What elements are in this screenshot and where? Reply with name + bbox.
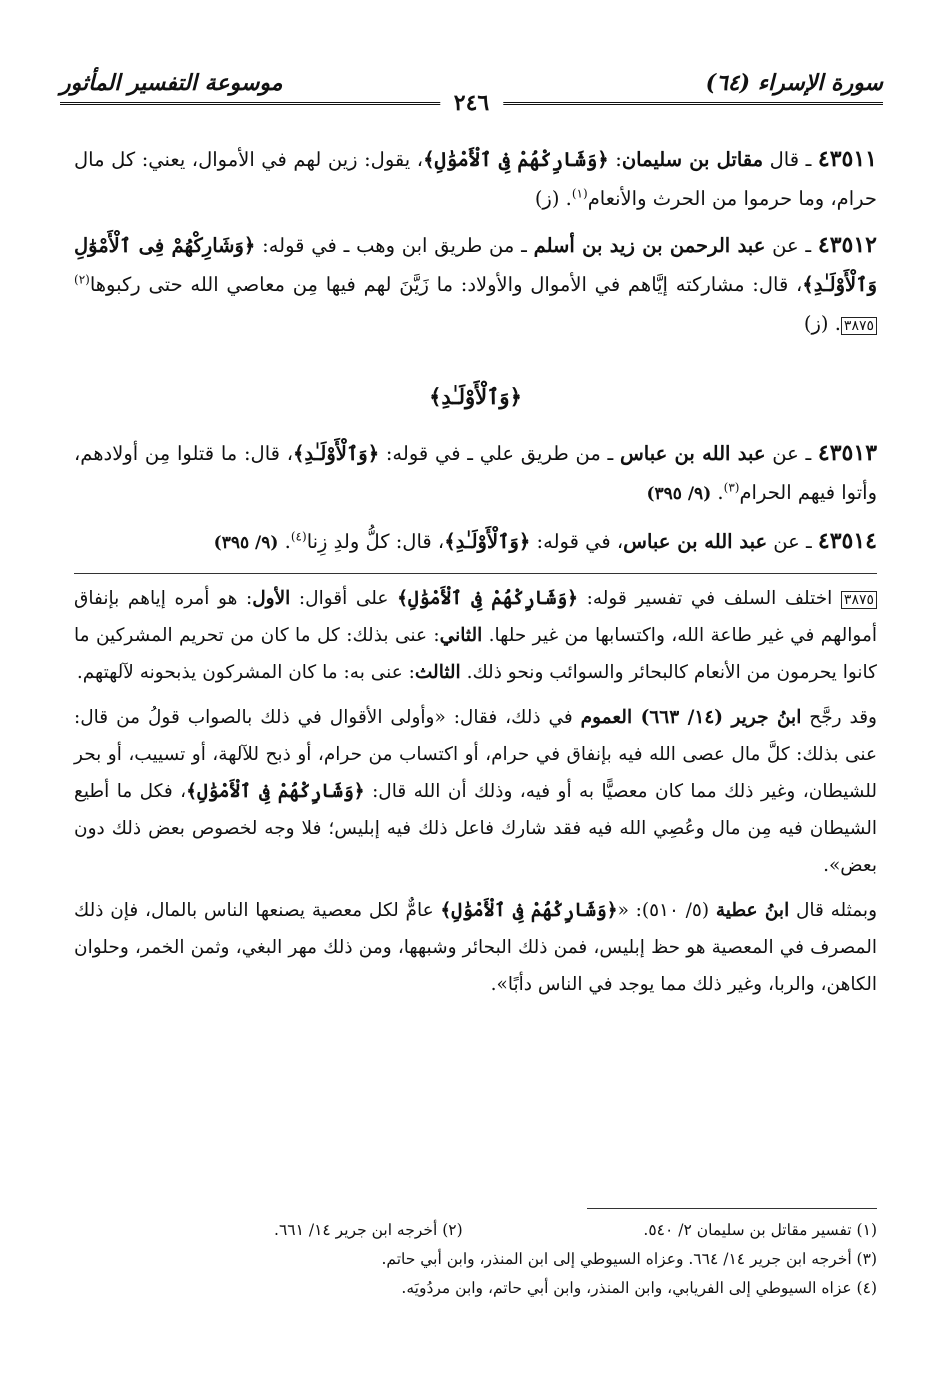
text: عامٌّ لكل معصية يصنعها الناس بالمال، فإن ذلك المصرف في المعصية هو حظ إبليس، فمن ذلك البحائر وشبهها، ومن ذلك مهر البغي، وثمن الخمر، وحلوان الكاهن، والربا، وغير ذلك مما يوجد في الناس دأبًا». (74, 900, 877, 995)
text: في ذلك، فقال: «وأولى الأقوال في ذلك بالصواب قولُ من قال: عنى بذلك: كلَّ مال عصى الله فيه بإنفاق في حرام، أو اكتساب من حرام، أو ذبح للآلهة، أو تسييب، أو بحر للشيطان، وغير ذلك مما كان معصيًّا به أو فيه، وذلك أن الله قال: (74, 707, 877, 802)
text: . (ز) (534, 187, 572, 210)
text: : هو أمره إياهم بإنفاق أموالهم في غير طاعة الله، واكتسابها من غير حلها. (74, 588, 878, 646)
text: ـ عن (765, 442, 818, 465)
quran-verse: ﴿وَشَارِكْهُمْ فِى ٱلْأَمْوَٰلِ﴾ (440, 900, 618, 921)
text: . (278, 530, 291, 553)
narration-43511 (74, 140, 877, 218)
footnote-marker: (٢) (74, 272, 90, 287)
commentary-ref-box: ٣٨٧٥ (841, 591, 877, 609)
commentary-block (74, 580, 877, 1003)
commentary-ref-box: ٣٨٧٥ (841, 317, 877, 335)
text: ، قال: مشاركته إيَّاهم في الأموال والأولاد: ما زَيَّنَ لهم فيها مِن معاصي الله حتى ركبوها (89, 273, 803, 296)
text: ، قال: ما قتلوا مِن أولادهم، وأتوا فيهم الحرام (74, 442, 877, 504)
quran-verse: ﴿وَشَارِكْهُمْ فِى ٱلْأَمْوَٰلِ﴾ (423, 148, 609, 171)
narration-number: ٤٣٥١٣ (817, 440, 878, 466)
footnote-2: (٢) أخرجه ابن جرير ١٤/ ٦٦١. (274, 1221, 463, 1239)
page-number: ٢٤٦ (440, 90, 503, 116)
text: ـ من طريق ابن وهب ـ في قوله: (255, 234, 534, 257)
text: ـ من طريق علي ـ في قوله: (379, 442, 620, 465)
text: ، يقول: زين لهم في الأموال، يعني: كل مال حرام، وما حرموا من الحرث والأنعام (74, 148, 877, 210)
opinion-label: الثاني (439, 625, 483, 646)
quran-verse: ﴿وَٱلْأَوْلَـٰدِ﴾ (444, 530, 531, 553)
volume-reference: (٩/ ٣٩٥) (213, 533, 279, 553)
footnote-marker: (٤) (290, 529, 307, 544)
footnote-marker: (١) (571, 186, 588, 201)
narration-number: ٤٣٥١٤ (817, 528, 877, 554)
narration-number: ٤٣٥١٢ (817, 232, 877, 258)
scholar-name: ابنُ عطية (715, 900, 790, 921)
keyword: العموم (580, 707, 633, 728)
quran-verse: ﴿وَشَارِكْهُمْ فِى ٱلْأَمْوَٰلِ﴾ (397, 588, 579, 609)
opinion-label: الثالث (414, 662, 461, 683)
footnote-4: (٤) عزاه السيوطي إلى الفريابي، وابن المنذر، وابن أبي حاتم، وابن مردُويَه. (401, 1279, 877, 1297)
footnote-1: (١) تفسير مقاتل بن سليمان ٢/ ٥٤٠. (643, 1221, 877, 1239)
narration-43513 (74, 434, 877, 514)
footnote-marker: (٣) (723, 480, 740, 495)
text: . (ز) (803, 312, 841, 335)
text: على أقوال: (290, 588, 398, 609)
text: ، في قوله: (530, 530, 624, 553)
text: ـ عن (767, 530, 818, 553)
footnote-rule (587, 1208, 877, 1209)
text: وبمثله قال (789, 900, 878, 921)
text: : عنى به: ما كان المشركون يذبحونه لآلهتهم. (76, 662, 415, 683)
text: : (608, 148, 622, 171)
quran-verse: ﴿وَشَارِكْهُمْ فِى ٱلْأَمْوَٰلِ﴾ (186, 781, 365, 802)
volume-reference: (١٤/ ٦٦٣) (632, 707, 732, 728)
commentary-para-1 (74, 580, 877, 691)
commentary-para-2 (74, 699, 877, 884)
scholar-name: ابنُ جرير (731, 707, 802, 728)
narration-43514 (74, 522, 877, 563)
text: وقد رجَّح (801, 707, 877, 728)
text: . (711, 481, 724, 504)
text: : عنى بذلك: كل ما كان من تحريم المشركين ما كانوا يحرمون من الأنعام كالبحائر والسوائب ونحو ذلك. (74, 625, 877, 683)
narrator-name: عبد الله بن عباس (623, 530, 768, 553)
section-title: ﴿وَٱلْأَوْلَـٰدِ﴾ (429, 384, 522, 409)
text: ، قال: كلُّ ولدِ زِنا (306, 530, 445, 553)
narration-43512 (74, 226, 877, 343)
quran-verse: ﴿وَٱلْأَوْلَـٰدِ﴾ (293, 442, 380, 465)
surah-title: سورة الإسراء (٦٤) (705, 70, 883, 96)
page-header (60, 64, 883, 120)
narrator-name: مقاتل بن سليمان (621, 148, 764, 171)
text: اختلف السلف في تفسير قوله: (578, 588, 841, 609)
narration-number: ٤٣٥١١ (817, 146, 877, 172)
opinion-label: الأول (252, 588, 291, 609)
commentary-para-3 (74, 892, 877, 1003)
footnote-row (74, 1216, 877, 1245)
narrator-name: عبد الله بن عباس (619, 442, 766, 465)
book-title: موسوعة التفسير المأثور (60, 70, 283, 96)
volume-reference: (٩/ ٣٩٥) (646, 484, 712, 504)
text: ، فكل ما أطيع الشيطان فيه مِن مال وعُصِي الله فيه فقد شارك فاعل ذلك فيه إبليس؛ فلا وجه لخصوص بعض ذلك دون بعض». (74, 781, 877, 876)
commentary-divider (74, 573, 877, 574)
footnote-3: (٣) أخرجه ابن جرير ١٤/ ٦٦٤. وعزاه السيوطي إلى ابن المنذر، وابن أبي حاتم. (381, 1250, 877, 1268)
main-content (74, 140, 877, 1011)
text: ـ قال (763, 148, 818, 171)
quran-verse: ﴿وَشَارِكْهُمْ فِى ٱلْأَمْوَٰلِ وَٱلْأَوْلَـٰدِ﴾ (74, 234, 877, 296)
narrator-name: عبد الرحمن بن زيد بن أسلم (533, 234, 766, 257)
volume-reference: (٥/ ٥١٠): « (617, 900, 716, 921)
text: ـ عن (765, 234, 818, 257)
footnotes (74, 1216, 877, 1303)
